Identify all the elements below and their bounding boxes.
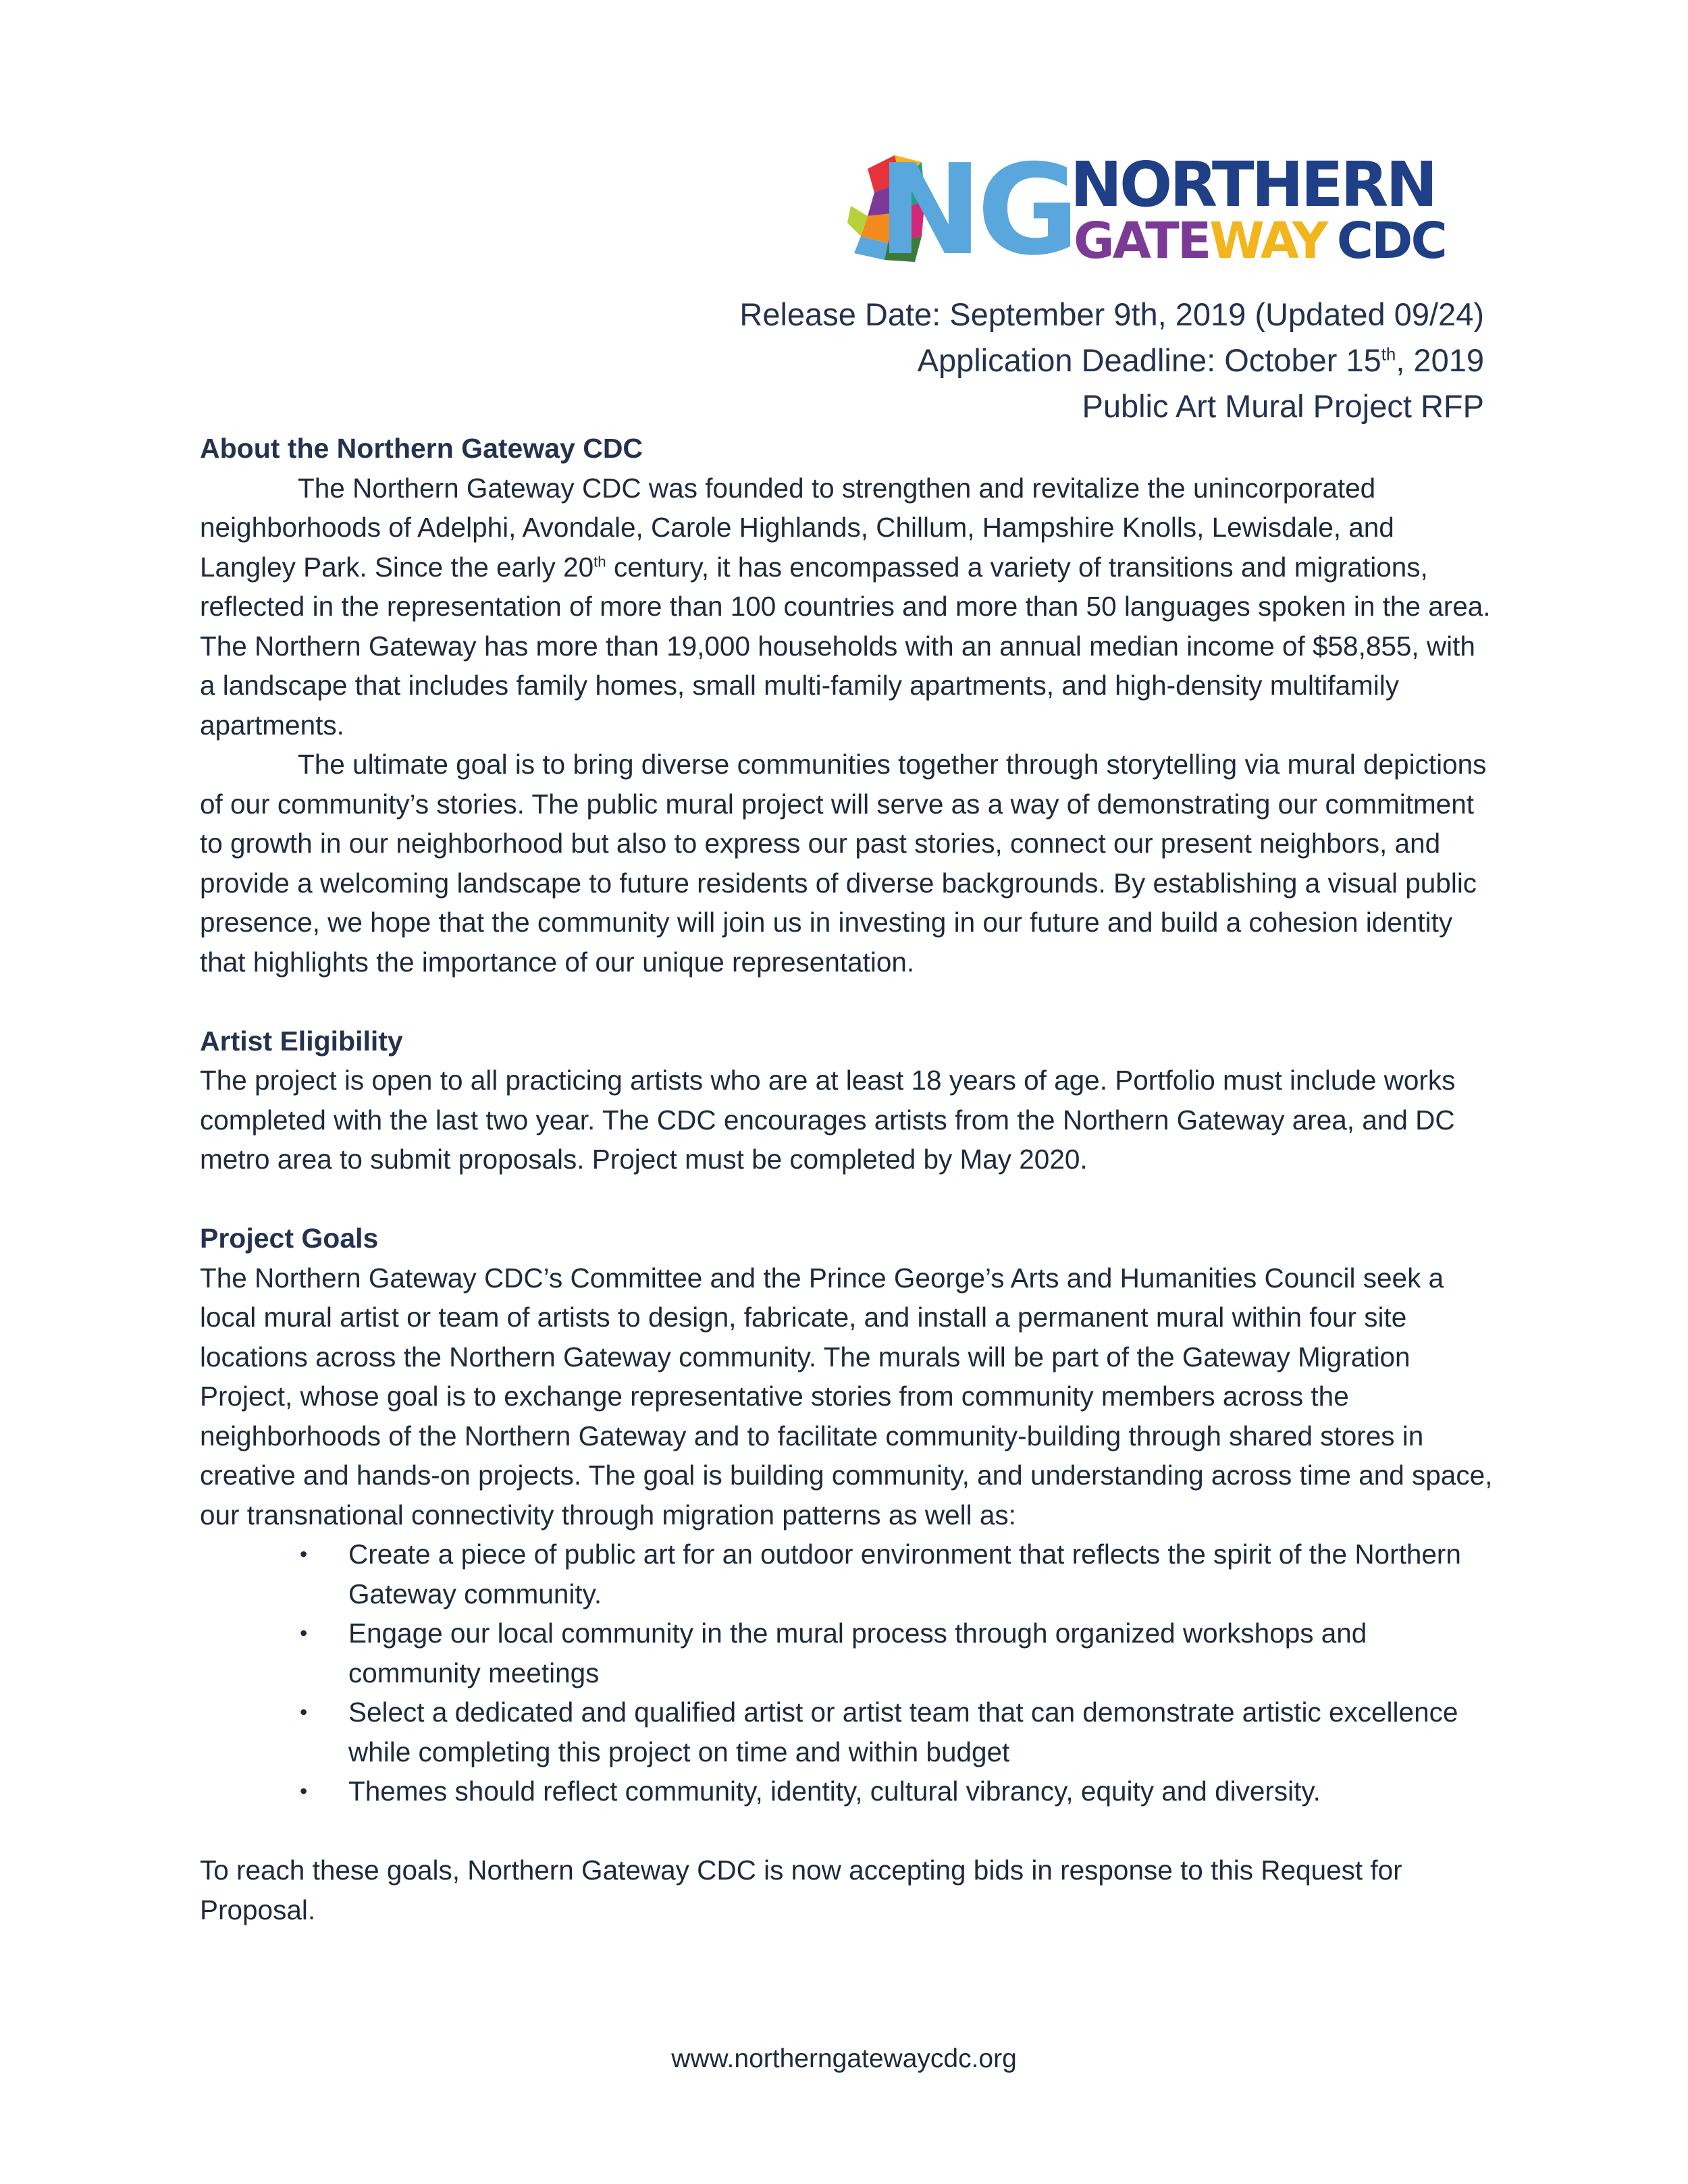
logo-gate: GATE [1074,212,1210,270]
logo-monogram: NG [878,142,1074,270]
about-paragraph-1 [200,469,1493,745]
northern-gateway-logo [847,142,1455,270]
logo-way: WAY [1209,212,1325,270]
about-heading: About the Northern Gateway CDC [200,433,643,464]
bullet-icon: • [300,1779,308,1803]
logo-cdc: CDC [1336,212,1446,270]
eligibility-heading: Artist Eligibility [200,1025,403,1057]
footer-website-link[interactable]: www.northerngatewaycdc.org [671,2044,1017,2073]
header-block [739,292,1484,429]
goal-text: Themes should reflect community, identity, cultural vibrancy, equity and diversity. [348,1776,1321,1807]
spacer [200,1179,1493,1219]
deadline-text: Application Deadline: October 15 [917,342,1381,378]
about-paragraph-2: The ultimate goal is to bring diverse communities together through storytelling via mural depictions of our community’s stories. The public mural project will serve as a way of demonstrating our commitment to growth in our neighborhood but also to express our past stories, connect our present neighbors, and provide a welcoming landscape to future residents of diverse backgrounds. By establishing a visual public presence, we hope that the community will join us in investing in our future and build a cohesion identity that highlights the importance of our unique representation. [200,749,1487,978]
spacer [200,982,1493,1021]
spacer [200,1811,1493,1851]
eligibility-paragraph: The project is open to all practicing artists who are at least 18 years of age. Portfolio must include works completed with the last two year. The CDC encourages artists from the Northern Gateway area, and DC metro area to submit proposals. Project must be completed by May 2020. [200,1065,1456,1175]
bullet-icon: • [300,1542,308,1566]
deadline-year: , 2019 [1396,342,1484,378]
application-deadline [739,338,1484,383]
goals-list-item [200,1693,1493,1772]
about-p1-text-a: The Northern Gateway CDC was founded to strengthen and revitalize the unincorporated neighborhoods of Adelphi, Avondale, Carole Highlands, Chillum, Hampshire Knolls, Lewisdale, and Langley Park. Since the early 20 [200,472,1394,583]
bullet-icon: • [300,1700,308,1724]
logo-graphic [847,142,1455,270]
goal-text: Select a dedicated and qualified artist or artist team that can demonstrate artistic excellence while completing this project on time and within budget [348,1697,1458,1767]
closing-paragraph: To reach these goals, Northern Gateway CDC is now accepting bids in response to this Request for Proposal. [200,1855,1402,1925]
goals-list-item [200,1772,1493,1811]
logo-northern: NORTHERN [1070,149,1435,221]
goal-text: Create a piece of public art for an outdoor environment that reflects the spirit of the Northern Gateway community. [348,1539,1461,1609]
document-body [200,429,1493,1929]
goals-paragraph: The Northern Gateway CDC’s Committee and the Prince George’s Arts and Humanities Council seek a local mural artist or team of artists to design, fabricate, and install a permanent mural within four site locations across the Northern Gateway community. The murals will be part of the Gateway Migration Project, whose goal is to exchange representative stories from community members across the neighborhoods of the Northern Gateway and to facilitate community-building through shared stores in creative and hands-on projects. The goal is building community, and understanding across time and space, our transnational connectivity through migration patterns as well as: [200,1262,1493,1530]
about-p1-sup: th [594,553,606,570]
goal-text: Engage our local community in the mural process through organized workshops and community meetings [348,1618,1367,1688]
bullet-icon: • [300,1621,308,1645]
goals-list [200,1535,1493,1811]
goals-heading: Project Goals [200,1223,379,1254]
deadline-sup: th [1381,345,1396,365]
goals-list-item [200,1535,1493,1614]
project-title: Public Art Mural Project RFP [1082,388,1484,424]
about-p1-text-b: century, it has encompassed a variety of transitions and migrations, reflected in the representation of more than 100 countries and more than 50 languages spoken in the area. The Northern Gateway has more than 19,000 households with an annual median income of $58,855, with a landscape that includes family homes, small multi-family apartments, and high-density multifamily apartments. [200,551,1491,741]
release-date: Release Date: September 9th, 2019 (Updated 09/24) [739,296,1484,332]
logo-gateway-cdc [1074,212,1446,270]
goals-list-item [200,1614,1493,1693]
